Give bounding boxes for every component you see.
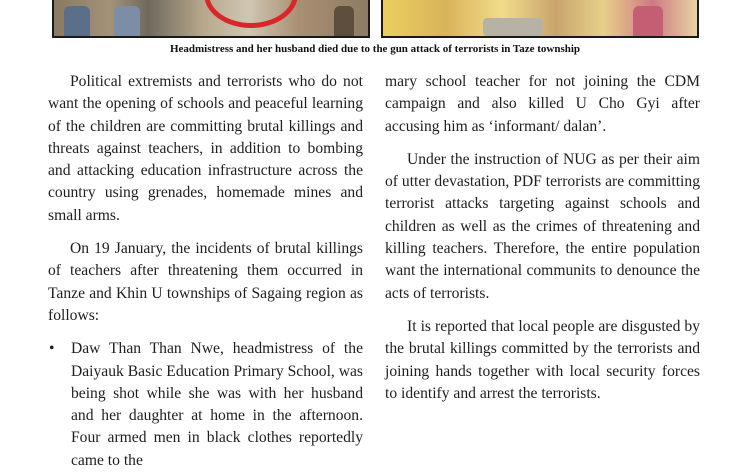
photo-figure — [633, 6, 663, 36]
incident-list-item: • Daw Than Than Nwe, headmistress of the Daiyauk Basic Education Primary School, was being shot while she was with her husband and her daughter at home in the afternoon. Four armed men in black clothes reportedly came to the — [71, 338, 363, 472]
photo-right — [381, 0, 699, 38]
red-circle-highlight — [204, 0, 298, 28]
right-column — [385, 71, 700, 416]
article-paragraph: On 19 January, the incidents of brutal killings of teachers after threatening them occurred in Tanze and Khin U townships of Sagaing region as follows: — [48, 240, 363, 324]
photo-caption: Headmistress and her husband died due to the gun attack of terrorists in Taze township — [169, 43, 581, 55]
article-paragraph: Political extremists and terrorists who do not want the opening of schools and peaceful learning of the children are committing brutal killings and threats against teachers, in addition to bombing and attacking education infrastructure across the country using grenades, homemade mines and small arms. — [48, 73, 363, 224]
photo-left — [52, 0, 370, 38]
photo-figure — [483, 18, 543, 36]
photo-figure — [114, 6, 140, 36]
article-paragraph: It is reported that local people are disgusted by the brutal killings committed by the terrorists and joining hands together with local security forces to identify and arrest the terrorists. — [385, 317, 700, 402]
photo-figure — [64, 6, 90, 36]
left-column — [48, 71, 363, 472]
article-paragraph: Under the instruction of NUG as per their aim of utter devastation, PDF terrorists are committing terrorist attacks targeting against schools and children as well as the crimes of threatening and killing teachers. Therefore, the entire population want the international communits to denounce the acts of terrorists. — [385, 150, 700, 302]
article-paragraph: mary school teacher for not joining the CDM campaign and also killed U Cho Gyi after accusing him as ‘informant/ dalan’. — [385, 73, 700, 135]
photo-figure — [334, 6, 354, 36]
incident-list — [48, 338, 363, 472]
